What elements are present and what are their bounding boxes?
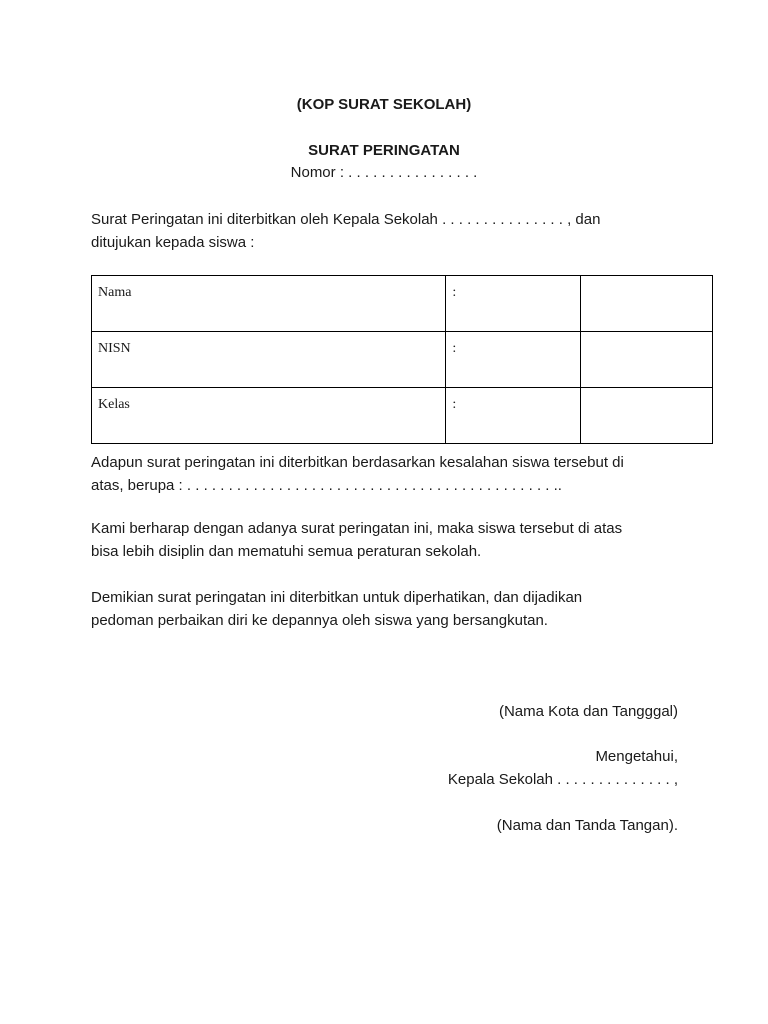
hope-paragraph bbox=[91, 517, 691, 563]
class-label: Kelas bbox=[92, 388, 446, 444]
place-date: (Nama Kota dan Tangggal) bbox=[498, 703, 678, 720]
signature-placeholder: (Nama dan Tanda Tangan). bbox=[496, 817, 678, 834]
intro-line-2: ditujukan kepada siswa : bbox=[91, 234, 255, 251]
name-separator: : bbox=[446, 276, 581, 332]
name-value-cell bbox=[581, 276, 713, 332]
nisn-value-cell bbox=[581, 332, 713, 388]
class-separator: : bbox=[446, 388, 581, 444]
principal-label: Kepala Sekolah . . . . . . . . . . . . . . , bbox=[447, 771, 678, 788]
violation-paragraph bbox=[91, 451, 691, 497]
closing-line-1: Demikian surat peringatan ini diterbitkan untuk diperhatikan, dan dijadikan bbox=[91, 589, 583, 606]
name-label: Nama bbox=[92, 276, 446, 332]
closing-line-2: pedoman perbaikan diri ke depannya oleh siswa yang bersangkutan. bbox=[91, 612, 548, 629]
closing-paragraph bbox=[91, 586, 691, 632]
nisn-label: NISN bbox=[92, 332, 446, 388]
hope-line-1: Kami berharap dengan adanya surat peringatan ini, maka siswa tersebut di atas bbox=[91, 520, 623, 537]
letterhead-placeholder: (KOP SURAT SEKOLAH) bbox=[296, 96, 472, 113]
acknowledged-label: Mengetahui, bbox=[595, 748, 678, 765]
intro-line-1: Surat Peringatan ini diterbitkan oleh Kepala Sekolah . . . . . . . . . . . . . . . , dan bbox=[91, 211, 601, 228]
table-row bbox=[92, 276, 713, 332]
student-info-table bbox=[91, 275, 713, 444]
intro-paragraph bbox=[91, 208, 691, 254]
letter-number: Nomor : . . . . . . . . . . . . . . . . bbox=[290, 164, 478, 181]
nisn-separator: : bbox=[446, 332, 581, 388]
violation-line-2: atas, berupa : . . . . . . . . . . . . . . . . . . . . . . . . . . . . . . . . . . . . . . . . . . . . .. bbox=[91, 477, 562, 494]
class-value-cell bbox=[581, 388, 713, 444]
hope-line-2: bisa lebih disiplin dan mematuhi semua peraturan sekolah. bbox=[91, 543, 482, 560]
table-row bbox=[92, 332, 713, 388]
table-row bbox=[92, 388, 713, 444]
violation-line-1: Adapun surat peringatan ini diterbitkan berdasarkan kesalahan siswa tersebut di bbox=[91, 454, 624, 471]
letter-title: SURAT PERINGATAN bbox=[308, 142, 460, 159]
